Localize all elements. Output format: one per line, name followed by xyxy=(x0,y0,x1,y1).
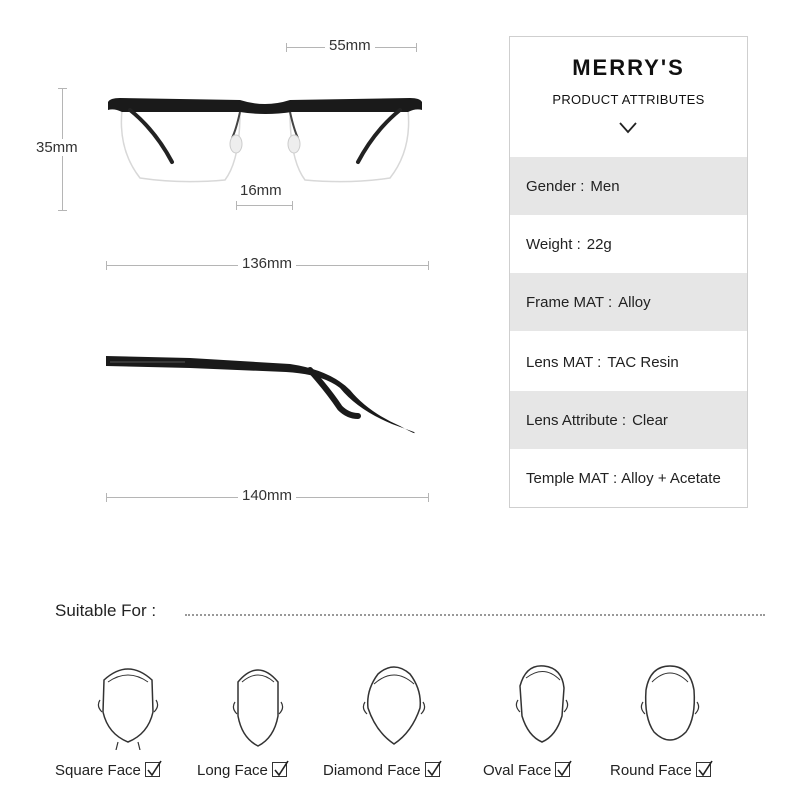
product-attributes-panel xyxy=(509,36,748,508)
checkbox-checked-icon xyxy=(145,762,160,777)
panel-subtitle: PRODUCT ATTRIBUTES xyxy=(552,92,705,107)
checkbox-checked-icon xyxy=(555,762,570,777)
bridge-line xyxy=(236,205,293,206)
checkbox-checked-icon xyxy=(696,762,711,777)
diamond-face-icon xyxy=(334,660,454,750)
frame-width-label: 136mm xyxy=(238,255,296,272)
bridge-cap-right xyxy=(292,201,293,210)
attribute-row-lens-attribute: Lens Attribute : Clear xyxy=(510,391,747,449)
attribute-row-weight: Weight : 22g xyxy=(526,235,612,253)
lens-height-cap-bottom xyxy=(58,210,67,211)
glasses-side-image xyxy=(100,350,430,445)
attribute-row-frame-mat: Frame MAT : Alloy xyxy=(510,273,747,331)
bridge-cap-left xyxy=(236,201,237,210)
dotted-divider xyxy=(185,614,765,616)
face-label-square: Square Face xyxy=(55,762,160,779)
suitable-for-title: Suitable For : xyxy=(55,601,157,620)
temple-length-cap-left xyxy=(106,493,107,502)
attribute-row-gender: Gender : Men xyxy=(510,157,747,215)
chevron-down-icon xyxy=(618,121,638,135)
lens-height-cap-top xyxy=(58,88,67,89)
face-label-oval: Oval Face xyxy=(483,762,570,779)
face-label-diamond: Diamond Face xyxy=(323,762,440,779)
frame-width-cap-left xyxy=(106,261,107,270)
glasses-front-image xyxy=(100,90,430,190)
long-face-icon xyxy=(198,660,318,750)
lens-width-label: 55mm xyxy=(325,37,375,54)
attribute-row-temple-mat: Temple MAT : Alloy + Acetate xyxy=(526,469,721,487)
checkbox-checked-icon xyxy=(425,762,440,777)
brand-logo: MERRY'S xyxy=(572,55,685,80)
oval-face-icon xyxy=(482,660,602,750)
bridge-label: 16mm xyxy=(236,182,286,199)
lens-width-cap-right xyxy=(416,43,417,52)
temple-length-cap-right xyxy=(428,493,429,502)
lens-height-label: 35mm xyxy=(32,139,82,156)
temple-length-label: 140mm xyxy=(238,487,296,504)
face-label-round: Round Face xyxy=(610,762,711,779)
attribute-row-lens-mat: Lens MAT : TAC Resin xyxy=(526,353,679,371)
lens-width-cap-left xyxy=(286,43,287,52)
square-face-icon xyxy=(68,660,188,750)
checkbox-checked-icon xyxy=(272,762,287,777)
face-label-long: Long Face xyxy=(197,762,287,779)
frame-width-cap-right xyxy=(428,261,429,270)
round-face-icon xyxy=(610,660,730,750)
